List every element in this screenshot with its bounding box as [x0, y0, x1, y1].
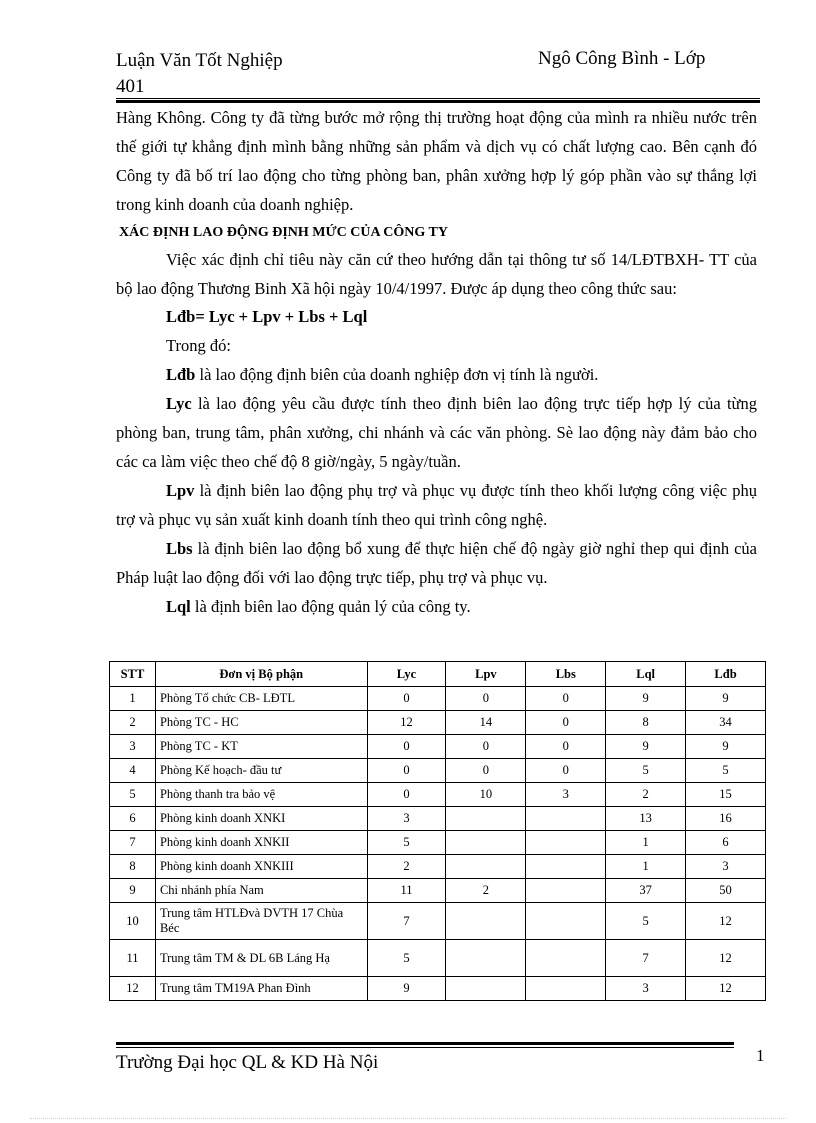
running-header-left [116, 48, 283, 100]
cell: 4 [110, 759, 156, 783]
cell: 6 [110, 807, 156, 831]
cell: 5 [367, 831, 446, 855]
cell: 8 [110, 855, 156, 879]
table-row [110, 855, 766, 879]
term: Lyc [166, 394, 192, 414]
cell: 16 [686, 807, 766, 831]
cell: 12 [686, 940, 766, 977]
cell: 7 [367, 903, 446, 940]
cell: Phòng TC - HC [155, 711, 367, 735]
cell: 9 [606, 687, 686, 711]
cell: 1 [606, 855, 686, 879]
paragraph-basis: Việc xác định chỉ tiêu này căn cứ theo hướng dẫn tại thông tư số 14/LĐTBXH- TT của bộ lao động Thương Binh Xã hội ngày 10/4/1997. Được áp dụng theo công thức sau: [116, 249, 757, 298]
cell: 10 [446, 783, 526, 807]
cell [526, 940, 606, 977]
definition-ldb [116, 361, 757, 390]
cell: 10 [110, 903, 156, 940]
page-number: 1 [756, 1046, 765, 1065]
table-header-row [110, 662, 766, 687]
cell: 0 [526, 687, 606, 711]
cell [526, 879, 606, 903]
university-name: Trường Đại học QL & KD Hà Nội [116, 1052, 379, 1073]
cell: 0 [367, 687, 446, 711]
cell: 14 [446, 711, 526, 735]
cell: 5 [367, 940, 446, 977]
cell: Trung tâm TM & DL 6B Láng Hạ [155, 940, 367, 977]
cell [526, 903, 606, 940]
footer-rule-thick [116, 1042, 734, 1045]
table-row [110, 831, 766, 855]
cell [526, 855, 606, 879]
cell: Phòng Tổ chức CB- LĐTL [155, 687, 367, 711]
cell: 34 [686, 711, 766, 735]
column-header: Lđb [686, 662, 766, 687]
term: Lpv [166, 480, 195, 500]
definition-text: là lao động định biên của doanh nghiệp đơn vị tính là người. [195, 365, 599, 385]
cell: Phòng kinh doanh XNKIII [155, 855, 367, 879]
column-header: STT [110, 662, 156, 687]
table-row [110, 735, 766, 759]
definition-text: là lao động yêu cầu được tính theo định biên lao động trực tiếp hợp lý của từng phòng ban, trung tâm, phân xưởng, chi nhánh và các văn phòng. Sè lao động này đảm bảo cho các ca làm việc theo chế độ 8 giờ/ngày, 5 ngày/tuần. [116, 394, 757, 471]
table-row [110, 879, 766, 903]
cell: 0 [446, 687, 526, 711]
formula: Lđb= Lyc + Lpv + Lbs + Lql [166, 307, 368, 327]
cell [526, 831, 606, 855]
cell: 2 [367, 855, 446, 879]
cell: 5 [606, 903, 686, 940]
cell: 0 [446, 759, 526, 783]
table-row [110, 807, 766, 831]
cell: Trung tâm HTLĐvà DVTH 17 Chùa Béc [155, 903, 367, 940]
cell [446, 977, 526, 1001]
cell: 2 [606, 783, 686, 807]
section-title: XÁC ĐỊNH LAO ĐỘNG ĐỊNH MỨC CỦA CÔNG TY [119, 224, 449, 240]
term: Lđb [166, 365, 196, 385]
cell: 3 [526, 783, 606, 807]
cell: 3 [686, 855, 766, 879]
table-row [110, 687, 766, 711]
cell: 5 [606, 759, 686, 783]
cell: 8 [606, 711, 686, 735]
cell: 15 [686, 783, 766, 807]
column-header: Lyc [367, 662, 446, 687]
cell [446, 940, 526, 977]
definition-text: là định biên lao động phụ trợ và phục vụ được tính theo khối lượng công việc phụ trợ và phục vụ sản xuất kinh doanh tính theo qui trình công nghệ. [116, 480, 757, 529]
cell: 12 [367, 711, 446, 735]
definition-lpv [116, 477, 757, 535]
paragraph-intro: Hàng Không. Công ty đã từng bước mở rộng thị trường hoạt động của mình ra nhiều nước trên thế giới tự khẳng định mình bằng những sản phẩm và dịch vụ có chất lượng cao. Bên cạnh đó Công ty đã bố trí lao động cho từng phòng ban, phân xưởng hợp lý góp phần vào sự thắng lợi trong kinh doanh của doanh nghiệp. [116, 108, 757, 214]
cell: 0 [367, 783, 446, 807]
footer-rule-thin [116, 1047, 734, 1048]
cell: 12 [686, 977, 766, 1001]
cell: 1 [606, 831, 686, 855]
cell: 12 [110, 977, 156, 1001]
column-header: Lql [606, 662, 686, 687]
cell: 9 [367, 977, 446, 1001]
cell: Phòng thanh tra bảo vệ [155, 783, 367, 807]
cell: Phòng TC - KT [155, 735, 367, 759]
where-label: Trong đó: [166, 336, 231, 356]
cell: 0 [367, 759, 446, 783]
cell [446, 903, 526, 940]
cell: 9 [606, 735, 686, 759]
cell: Phòng kinh doanh XNKII [155, 831, 367, 855]
cell: Phòng Kế hoạch- đầu tư [155, 759, 367, 783]
cell: 0 [526, 711, 606, 735]
cell [526, 807, 606, 831]
cell: 0 [526, 759, 606, 783]
body-text [116, 104, 757, 621]
labor-quota-table [109, 661, 766, 1001]
cell: 5 [110, 783, 156, 807]
column-header: Lpv [446, 662, 526, 687]
header-rule-thick [116, 100, 760, 103]
cell: 50 [686, 879, 766, 903]
cell: 5 [686, 759, 766, 783]
page-edge-dotted-line [30, 1118, 786, 1119]
definition-lql [116, 593, 757, 622]
cell: Phòng kinh doanh XNKI [155, 807, 367, 831]
class-number: 401 [116, 76, 145, 97]
cell: Trung tâm TM19A Phan Đình [155, 977, 367, 1001]
column-header: Lbs [526, 662, 606, 687]
thesis-title: Luận Văn Tốt Nghiệp [116, 50, 283, 71]
table-row [110, 940, 766, 977]
table-row [110, 903, 766, 940]
cell: 3 [110, 735, 156, 759]
table-row [110, 759, 766, 783]
cell [526, 977, 606, 1001]
cell: 0 [526, 735, 606, 759]
table-row [110, 711, 766, 735]
header-rule-thin [116, 98, 760, 99]
definition-text: là định biên lao động bổ xung để thực hiện chế độ ngày giờ nghỉ thep qui định của Pháp luật lao động đối với lao động trực tiếp, phụ trợ và phục vụ. [116, 538, 757, 587]
definition-lbs [116, 535, 757, 593]
cell: 12 [686, 903, 766, 940]
cell: 7 [110, 831, 156, 855]
column-header: Đơn vị Bộ phận [155, 662, 367, 687]
cell: 3 [367, 807, 446, 831]
cell: 2 [110, 711, 156, 735]
cell [446, 807, 526, 831]
cell: 1 [110, 687, 156, 711]
cell [446, 855, 526, 879]
author-line: Ngô Công Bình - Lớp [538, 48, 706, 69]
cell: 9 [686, 687, 766, 711]
cell: 37 [606, 879, 686, 903]
cell: 7 [606, 940, 686, 977]
table-row [110, 783, 766, 807]
table-row [110, 977, 766, 1001]
cell: 0 [446, 735, 526, 759]
cell: 0 [367, 735, 446, 759]
term: Lql [166, 596, 191, 616]
cell: 9 [110, 879, 156, 903]
cell: 11 [110, 940, 156, 977]
cell: 2 [446, 879, 526, 903]
definition-lyc [116, 390, 757, 477]
cell: Chi nhánh phía Nam [155, 879, 367, 903]
cell [446, 831, 526, 855]
cell: 9 [686, 735, 766, 759]
cell: 11 [367, 879, 446, 903]
definition-text: là định biên lao động quản lý của công ty. [190, 596, 471, 616]
cell: 13 [606, 807, 686, 831]
cell: 3 [606, 977, 686, 1001]
term: Lbs [166, 538, 193, 558]
cell: 6 [686, 831, 766, 855]
